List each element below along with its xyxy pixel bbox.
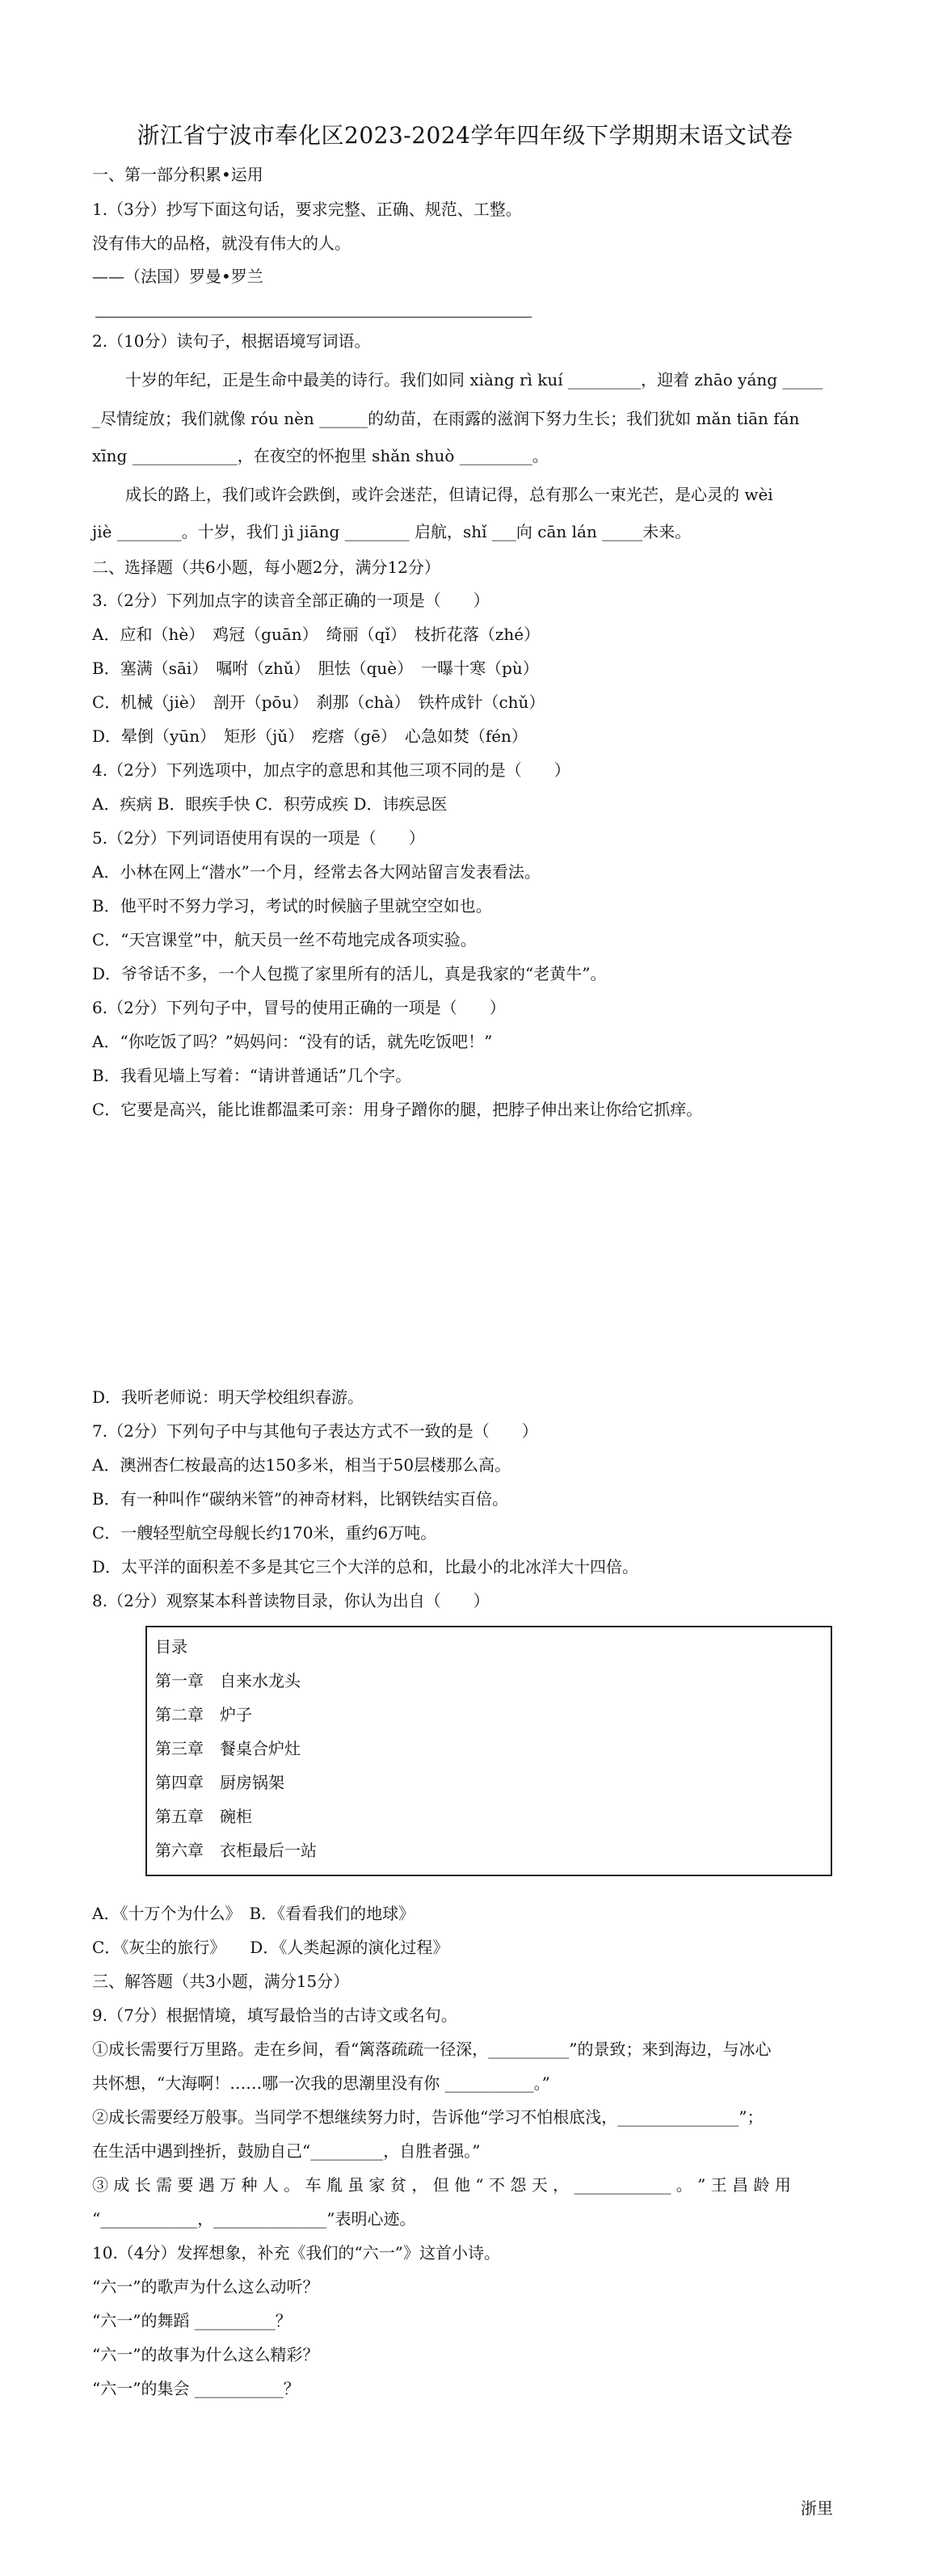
option-a[interactable]: A．澳洲杏仁桉最高的达150多米，相当于50层楼那么高。 (92, 1455, 511, 1475)
question-5-stem: 5.（2分）下列词语使用有误的一项是（ ） (92, 828, 425, 848)
question-9-line: ①成长需要行万里路。走在乡间，看“篱落疏疏一径深，__________”的景致；来到海边，与冰心 (92, 2039, 772, 2059)
question-7-stem: 7.（2分）下列句子中与其他句子表达方式不一致的是（ ） (92, 1421, 538, 1441)
option-d[interactable]: D．我听老师说：明天学校组织春游。 (92, 1387, 364, 1407)
question-9-line: ③ 成 长 需 要 遇 万 种 人 。 车 胤 虽 家 贫 ， 但 他 “ 不 怨 天 ， ____________ 。 ” 王 昌 龄 用 (92, 2175, 791, 2195)
question-9-line: 在生活中遇到挫折，鼓励自己“_________，自胜者强。” (92, 2141, 481, 2161)
option-b[interactable]: B．他平时不努力学习，考试的时候脑子里就空空如也。 (92, 896, 492, 915)
toc-item: 第二章 炉子 (155, 1705, 252, 1724)
question-9-line: ②成长需要经万般事。当同学不想继续努力时，告诉他“学习不怕根底浅，_______________”； (92, 2107, 764, 2127)
toc-heading: 目录 (155, 1637, 187, 1656)
option-b[interactable]: B．我看见墙上写着：“请讲普通话”几个字。 (92, 1066, 412, 1085)
question-9-stem: 9.（7分）根据情境，填写最恰当的古诗文或名句。 (92, 2006, 457, 2025)
question-2-passage-line: _尽情绽放；我们就像 róu nèn ______的幼苗，在雨露的滋润下努力生长；我们犹如 mǎn tiān fán (92, 409, 800, 428)
question-4-stem: 4.（2分）下列选项中，加点字的意思和其他三项不同的是（ ） (92, 760, 570, 780)
toc-item: 第四章 厨房锅架 (155, 1773, 284, 1792)
option-d[interactable]: D．爷爷话不多，一个人包揽了家里所有的活儿，真是我家的“老黄牛”。 (92, 964, 607, 983)
question-2-passage-line: 成长的路上，我们或许会跌倒，或许会迷茫，但请记得，总有那么一束光芒，是心灵的 wèi (125, 485, 773, 504)
option-b[interactable]: B．有一种叫作“碳纳米管”的神奇材料，比钢铁结实百倍。 (92, 1489, 509, 1509)
question-9-line: 共怀想，“大海啊！……哪一次我的思潮里没有你 ___________。” (92, 2073, 550, 2093)
option-a[interactable]: A．小林在网上“潜水”一个月，经常去各大网站留言发表看法。 (92, 862, 541, 882)
option-c[interactable]: C．“天宫课堂”中，航天员一丝不苟地完成各项实验。 (92, 930, 477, 949)
poem-line: “六一”的集会 ___________？ (92, 2379, 300, 2398)
question-3-stem: 3.（2分）下列加点字的读音全部正确的一项是（ ） (92, 591, 490, 610)
question-10-stem: 10.（4分）发挥想象，补充《我们的“六一”》这首小诗。 (92, 2243, 500, 2262)
question-2-passage-line: jiè ________。十岁，我们 jì jiāng ________ 启航，shǐ ___向 cān lán _____未来。 (92, 522, 692, 541)
answer-line[interactable] (95, 317, 532, 318)
question-2-passage-line: xīng _____________，在夜空的怀抱里 shǎn shuò _________。 (92, 446, 549, 465)
section-heading-3: 三、解答题（共3小题，满分15分） (92, 1972, 350, 1991)
question-1-author: ——（法国）罗曼•罗兰 (92, 267, 263, 286)
toc-item: 第一章 自来水龙头 (155, 1671, 301, 1690)
poem-line: “六一”的故事为什么这么精彩？ (92, 2345, 319, 2364)
page-title: 浙江省宁波市奉化区2023-2024学年四年级下学期期末语文试卷 (137, 122, 793, 149)
option-d[interactable]: D．晕倒（yūn） 矩形（jǔ） 疙瘩（gē） 心急如焚（fén） (92, 726, 528, 746)
toc-item: 第五章 碗柜 (155, 1807, 252, 1826)
option-d[interactable]: D．太平洋的面积差不多是其它三个大洋的总和，比最小的北冰洋大十四倍。 (92, 1557, 639, 1576)
toc-item: 第三章 餐桌合炉灶 (155, 1739, 301, 1758)
poem-line: “六一”的舞蹈 __________？ (92, 2311, 292, 2330)
question-2-stem: 2.（10分）读句子，根据语境写词语。 (92, 331, 371, 351)
question-9-line: “____________，______________”表明心迹。 (92, 2209, 416, 2229)
toc-item: 第六章 衣柜最后一站 (155, 1841, 317, 1860)
question-2-passage-line: 十岁的年纪，正是生命中最美的诗行。我们如同 xiàng rì kuí _________，迎着 zhāo yáng _____ (125, 370, 823, 389)
question-1-stem: 1.（3分）抄写下面这句话，要求完整、正确、规范、工整。 (92, 200, 522, 219)
option-c[interactable]: C．它要是高兴，能比谁都温柔可亲：用身子蹭你的腿，把脖子伸出来让你给它抓痒。 (92, 1100, 703, 1119)
question-6-stem: 6.（2分）下列句子中，冒号的使用正确的一项是（ ） (92, 998, 506, 1017)
question-1-quote: 没有伟大的品格，就没有伟大的人。 (92, 234, 351, 253)
page-footer: 浙里 (801, 2498, 833, 2518)
section-heading-2: 二、选择题（共6小题，每小题2分，满分12分） (92, 558, 440, 577)
question-8-stem: 8.（2分）观察某本科普读物目录，你认为出自（ ） (92, 1591, 490, 1610)
option-a[interactable]: A．“你吃饭了吗？”妈妈问：“没有的话，就先吃饭吧！” (92, 1032, 493, 1051)
option-a[interactable]: A．应和（hè） 鸡冠（guān） 绮丽（qǐ） 枝折花落（zhé） (92, 625, 541, 644)
option-b[interactable]: B．塞满（sāi） 嘱咐（zhǔ） 胆怯（què） 一曝十寒（pù） (92, 659, 539, 678)
question-8-options-cd[interactable]: C．《灰尘的旅行》 D．《人类起源的演化过程》 (92, 1938, 449, 1957)
poem-line: “六一”的歌声为什么这么动听？ (92, 2277, 319, 2296)
section-heading-1: 一、第一部分积累•运用 (92, 165, 263, 184)
option-c[interactable]: C．机械（jiè） 剖开（pōu） 刹那（chà） 铁杵成针（chǔ） (92, 692, 545, 712)
question-8-options-ab[interactable]: A．《十万个为什么》 B．《看看我们的地球》 (92, 1904, 415, 1923)
option-c[interactable]: C．一艘轻型航空母舰长约170米，重约6万吨。 (92, 1523, 437, 1543)
question-4-options[interactable]: A．疾病 B．眼疾手快 C．积劳成疾 D．讳疾忌医 (92, 794, 448, 814)
